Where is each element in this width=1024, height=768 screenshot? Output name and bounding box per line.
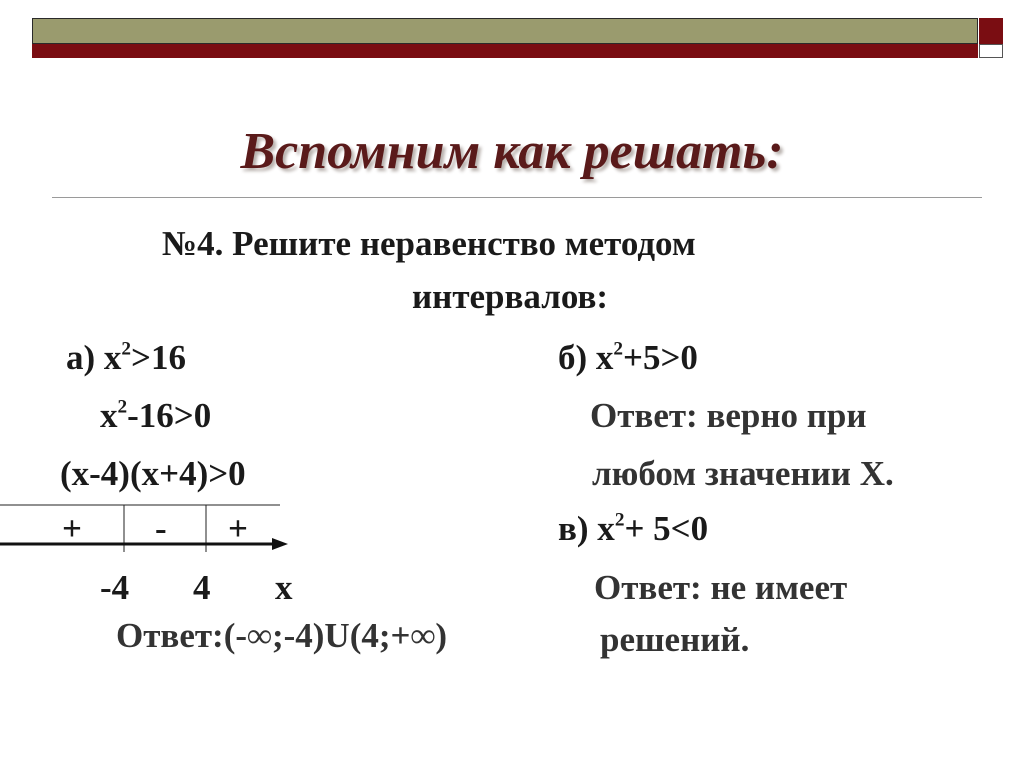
part-b-answer-line-1: Ответ: верно при — [590, 396, 867, 435]
sign-minus-middle: - — [155, 509, 167, 548]
axis-arrow — [272, 538, 288, 550]
number-line — [0, 500, 300, 560]
header-bar-bottom — [32, 44, 978, 58]
sign-plus-right: + — [228, 509, 248, 548]
part-a-step-2: (x-4)(x+4)>0 — [60, 454, 246, 493]
part-b-inequality: б) $x^2+5>0$ — [558, 338, 698, 377]
part-a-answer: Ответ:(-∞;-4)U(4;+∞) — [116, 616, 448, 655]
part-a-inequality: а) $x^2>16$ — [66, 338, 186, 377]
title-divider — [52, 197, 982, 198]
task-line-2: интервалов: — [412, 277, 609, 316]
part-b-answer-line-2: любом значении Х. — [592, 454, 894, 493]
part-c-inequality: в) $x^2+ 5<0$ — [558, 509, 709, 548]
part-a-step-1: $x^2-16>0$ — [100, 396, 212, 435]
axis-label-x: x — [275, 568, 293, 607]
slide-title: Вспомним как решать: — [240, 123, 784, 180]
sign-plus-left: + — [62, 509, 82, 548]
header-corner-box — [979, 44, 1003, 58]
header-bar-top — [32, 18, 978, 44]
header-corner-square — [979, 18, 1003, 44]
part-c-answer-line-1: Ответ: не имеет — [594, 568, 848, 607]
task-line-1: №4. Решите неравенство методом — [162, 224, 696, 263]
tick-label-4: 4 — [193, 568, 211, 607]
part-c-answer-line-2: решений. — [600, 620, 750, 659]
tick-label-minus-4: -4 — [100, 568, 130, 607]
